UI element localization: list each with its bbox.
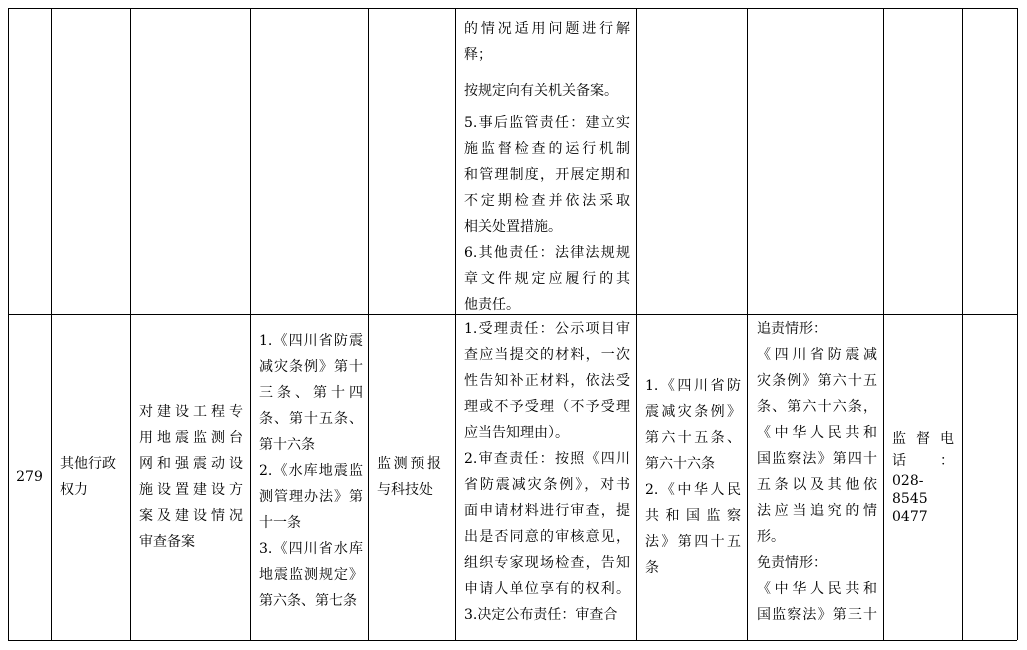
column-divider — [962, 8, 963, 640]
table-border-bottom — [8, 640, 1017, 641]
text-line: 施监督检查的运行机制 — [464, 141, 630, 157]
text-line: 施设置建设方 — [139, 482, 243, 498]
text-line: 国监察法》第四十 — [757, 451, 877, 467]
row-number: 279 — [16, 469, 43, 485]
text-line: 《中华人民共和 — [757, 425, 877, 441]
text-line: 网和强震动设 — [139, 456, 243, 472]
text-line: 监督电 — [892, 431, 954, 447]
table-border-right — [1017, 8, 1018, 640]
text-line: 查应当提交的材料，一次 — [464, 347, 630, 363]
text-line: 与科技处 — [377, 482, 433, 498]
text-line: 五条以及其他依 — [757, 477, 877, 493]
text-line: 形。 — [757, 529, 785, 545]
text-line: 第六条、第七条 — [259, 593, 357, 609]
text-line: 条、第六十六条， — [757, 399, 877, 415]
text-line: 地震监测规定》 — [259, 567, 363, 583]
text-line: 按规定向有关机关备案。 — [464, 83, 618, 99]
text-line: 第六十六条 — [645, 456, 715, 472]
text-line: 减灾条例》第十 — [259, 359, 363, 375]
text-line: 案及建设情况 — [139, 508, 243, 524]
basis-cell — [259, 328, 363, 614]
text-line — [464, 68, 630, 78]
text-line: 5.事后监管责任：建立实 — [464, 115, 630, 131]
column-divider — [130, 8, 131, 640]
text-line: 第十六条 — [259, 437, 315, 453]
text-line: 省防震减灾条例》，对书 — [464, 477, 630, 493]
text-line: 2.《水库地震监 — [259, 463, 363, 479]
text-line: 测管理办法》第 — [259, 489, 363, 505]
text-line: 条、第十五条、 — [259, 411, 363, 427]
column-divider — [747, 8, 748, 640]
text-line: 十一条 — [259, 515, 301, 531]
text-line: 申请人单位享有的权利。 — [464, 581, 630, 597]
text-line: 应当告知理由）。 — [464, 425, 569, 441]
text-line: 审查备案 — [139, 534, 195, 550]
text-line: 理或不予受理（不予受理 — [464, 399, 630, 415]
text-line: 的情况适用问题进行解释； — [464, 21, 630, 63]
text-line: 灾条例》第六十五 — [757, 373, 877, 389]
text-line: 震减灾条例》 — [645, 404, 741, 420]
text-line: 不定期检查并依法采取 — [464, 193, 630, 209]
text-line: 追责情形： — [757, 321, 827, 337]
text-line: 2.审查责任：按照《四川 — [464, 451, 630, 467]
text-line: 其他行政 — [60, 456, 116, 472]
column-divider — [883, 8, 884, 640]
text-line: 和管理制度，开展定期和 — [464, 167, 630, 183]
text-line: 用地震监测台 — [139, 430, 243, 446]
text-line: 2.《中华人民 — [645, 482, 741, 498]
text-line: 国监察法》第三十 — [757, 607, 877, 623]
text-line: 组织专家现场检查，告知 — [464, 555, 630, 571]
department-cell — [377, 314, 441, 640]
text-line: 3.《四川省水库 — [259, 541, 363, 557]
text-line: 出是否同意的审核意见， — [464, 529, 630, 545]
text-line: 6.其他责任：法律法规规 — [464, 245, 630, 261]
accountability-cell — [757, 316, 877, 628]
responsibility-cell-continued — [464, 16, 630, 318]
text-line: 监测预报 — [377, 456, 441, 472]
text-line: 法》第四十五 — [645, 534, 741, 550]
text-line: 三条、第十四 — [259, 385, 363, 401]
column-divider — [51, 8, 52, 640]
duty-basis-cell — [645, 314, 741, 640]
text-line: 面申请材料进行审查，提 — [464, 503, 630, 519]
text-line: 第六十五条、 — [645, 430, 741, 446]
column-divider — [368, 8, 369, 640]
responsibility-cell — [464, 316, 630, 628]
column-divider — [455, 8, 456, 640]
text-line: 条 — [645, 560, 659, 576]
text-line: 共和国监察 — [645, 508, 741, 524]
text-line: 028-8545 — [892, 473, 928, 507]
supervision-cell — [892, 314, 954, 640]
text-line: 免责情形： — [757, 555, 827, 571]
text-line: 权力 — [60, 482, 88, 498]
item-name-cell — [139, 314, 243, 640]
text-line: 章文件规定应履行的其 — [464, 271, 630, 287]
column-divider — [636, 8, 637, 640]
text-line: 相关处置措施。 — [464, 219, 562, 235]
text-line: 3.决定公布责任：审查合 — [464, 607, 618, 623]
table-border-top — [8, 8, 1017, 9]
text-line: 法应当追究的情 — [757, 503, 877, 519]
text-line: 话： — [892, 453, 954, 469]
column-divider — [250, 8, 251, 640]
text-line: 他责任。 — [464, 297, 520, 313]
category-cell — [60, 314, 126, 640]
text-line: 0477 — [892, 509, 928, 525]
text-line: 1.《四川省防 — [645, 378, 741, 394]
text-line: 《中华人民共和 — [757, 581, 877, 597]
text-line: 《四川省防震减 — [757, 347, 877, 363]
text-line: 1.受理责任：公示项目审 — [464, 321, 630, 337]
row-number-cell — [8, 314, 51, 640]
text-line: 性告知补正材料，依法受 — [464, 373, 630, 389]
text-line: 1.《四川省防震 — [259, 333, 363, 349]
text-line: 对建设工程专 — [139, 404, 243, 420]
